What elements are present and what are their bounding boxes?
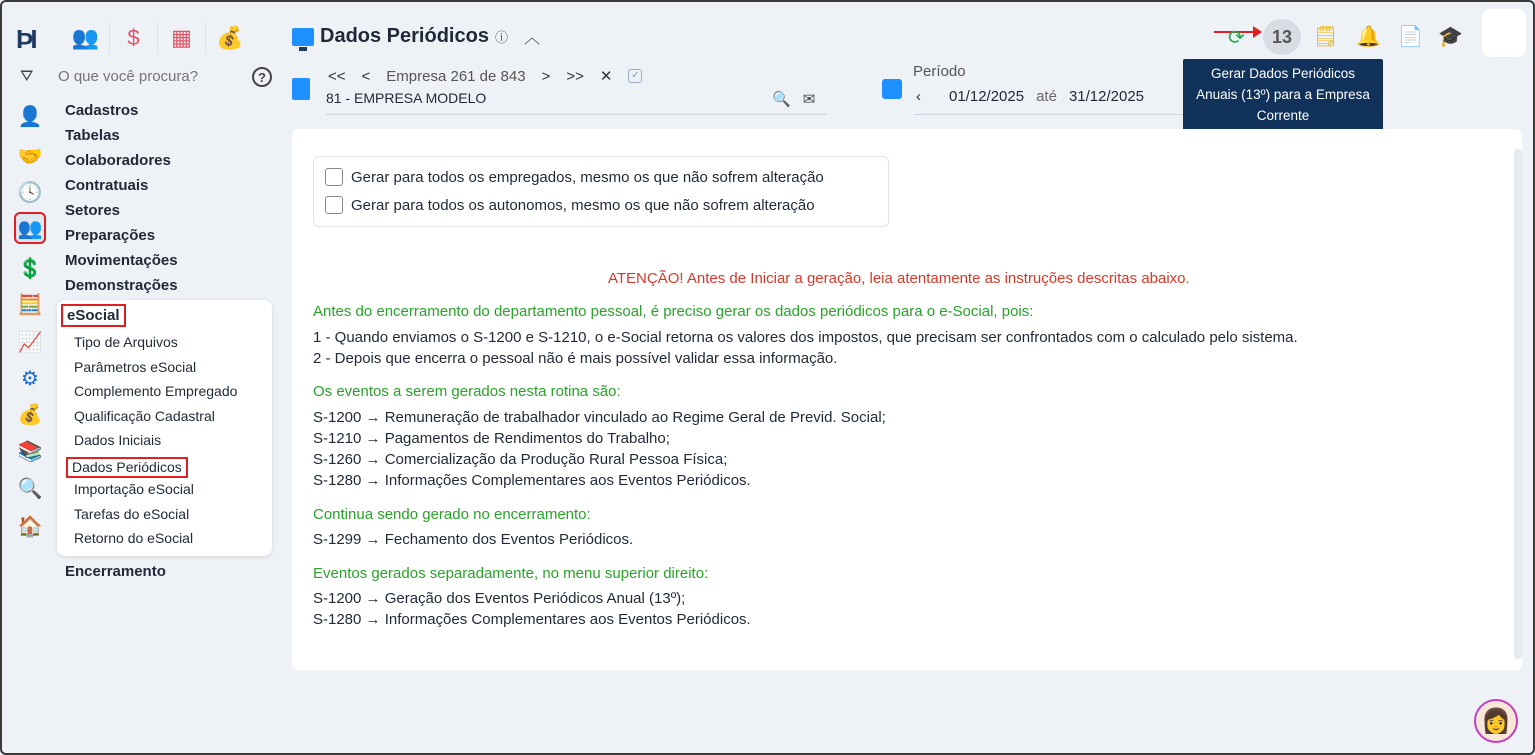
submenu-complemento-empregado[interactable]: Complemento Empregado bbox=[74, 383, 238, 399]
tooltip-line-1: Gerar Dados Periódicos bbox=[1210, 66, 1356, 81]
company-field[interactable]: 81 - EMPRESA MODELO bbox=[326, 90, 487, 106]
section-heading-2: Os eventos a serem gerados nesta rotina são: bbox=[313, 383, 621, 400]
home-icon[interactable]: 🏠 bbox=[17, 515, 43, 538]
money-bag-icon[interactable]: 💰 bbox=[17, 403, 43, 426]
period-label: Período bbox=[913, 63, 966, 80]
bell-icon[interactable]: 🔔 bbox=[1356, 26, 1381, 48]
paragraph-2: 2 - Depois que encerra o pessoal não é mais possível validar essa informação. bbox=[313, 350, 838, 367]
layers-icon[interactable]: 📚 bbox=[17, 440, 43, 463]
menu-item-cadastros[interactable]: Cadastros bbox=[65, 102, 139, 119]
submenu-importacao-esocial[interactable]: Importação eSocial bbox=[74, 481, 194, 497]
calculator-icon[interactable]: 🧮 bbox=[17, 293, 43, 316]
note-icon[interactable]: 🗒 bbox=[1313, 26, 1339, 48]
search-icon[interactable]: 🔍 bbox=[772, 91, 791, 108]
period-start-field[interactable]: 01/12/2025 bbox=[949, 88, 1025, 105]
user-settings-icon[interactable]: 👤 bbox=[17, 105, 43, 128]
submenu-dados-periodicos[interactable] bbox=[74, 457, 237, 482]
option-all-autonomos-label: Gerar para todos os autonomos, mesmo os que não sofrem alteração bbox=[351, 196, 815, 214]
refresh-icon[interactable]: ⟳ bbox=[1228, 27, 1245, 49]
prev-company-button[interactable]: < bbox=[361, 67, 371, 85]
company-navigator bbox=[328, 67, 642, 85]
event-s1280-annual: S-1280 → Informações Complementares aos Eventos Periódicos. bbox=[313, 611, 751, 628]
checkbox-all-employees[interactable] bbox=[325, 168, 343, 186]
document-search-icon[interactable]: 📄 bbox=[1398, 26, 1423, 48]
close-icon[interactable]: ✕ bbox=[599, 68, 613, 85]
event-s1260: S-1260 → Comercialização da Produção Rural Pessoa Física; bbox=[313, 451, 728, 468]
side-menu bbox=[65, 102, 178, 302]
options-panel bbox=[313, 156, 889, 227]
menu-item-colaboradores[interactable]: Colaboradores bbox=[65, 152, 171, 169]
magnifier-icon[interactable]: 🔍 bbox=[17, 477, 43, 500]
dollar-circle-icon[interactable]: 💲 bbox=[17, 257, 43, 280]
section-heading-4: Eventos gerados separadamente, no menu superior direito: bbox=[313, 565, 709, 582]
network-icon[interactable]: ⚙ bbox=[21, 367, 39, 390]
mail-icon[interactable]: ✉ bbox=[802, 91, 816, 108]
left-rail bbox=[0, 0, 58, 755]
content-card bbox=[292, 129, 1522, 670]
submenu-dados-periodicos-label: Dados Periódicos bbox=[66, 457, 188, 478]
menu-item-contratuais[interactable]: Contratuais bbox=[65, 177, 149, 194]
period-end-field[interactable]: 31/12/2025 bbox=[1068, 88, 1145, 105]
menu-item-movimentacoes[interactable]: Movimentações bbox=[65, 252, 178, 269]
table-icon[interactable]: ▦ bbox=[158, 22, 206, 54]
submenu-dados-iniciais[interactable]: Dados Iniciais bbox=[74, 432, 162, 448]
submenu-qualificacao-cadastral[interactable]: Qualificação Cadastral bbox=[74, 407, 215, 424]
event-s1280: S-1280 → Informações Complementares aos Eventos Periódicos. bbox=[313, 472, 751, 489]
event-s1200: S-1200 → Remuneração de trabalhador vinculado ao Regime Geral de Previd. Social; bbox=[313, 409, 886, 426]
page-header bbox=[292, 25, 540, 48]
search-input[interactable] bbox=[58, 68, 243, 85]
submenu-tarefas-esocial[interactable]: Tarefas do eSocial bbox=[74, 505, 190, 522]
menu-item-setores[interactable]: Setores bbox=[65, 202, 121, 219]
tooltip-line-3: Corrente bbox=[1256, 108, 1310, 123]
assistant-avatar[interactable]: 👩 bbox=[1474, 699, 1518, 743]
last-company-button[interactable]: >> bbox=[566, 67, 584, 85]
menu-item-tabelas[interactable]: Tabelas bbox=[65, 127, 120, 144]
filter-icon[interactable]: ⛛ bbox=[20, 68, 34, 85]
people-icon[interactable]: 👥 bbox=[62, 22, 110, 54]
menu-item-esocial[interactable]: eSocial bbox=[61, 304, 126, 327]
tooltip-line-2: Anuais (13º) para a Empresa bbox=[1196, 87, 1370, 102]
esocial-submenu bbox=[57, 300, 272, 556]
user-avatar[interactable] bbox=[1482, 9, 1526, 57]
clock-icon[interactable]: 🕓 bbox=[17, 181, 43, 204]
option-all-employees-label: Gerar para todos os empregados, mesmo os que não sofrem alteração bbox=[351, 168, 824, 186]
menu-item-demonstracoes[interactable]: Demonstrações bbox=[65, 277, 178, 294]
paragraph-1: 1 - Quando enviamos o S-1200 e S-1210, o e-Social retorna os valores dos impostos, que precisam ser confrontados com o calculado pelo sistema. bbox=[313, 329, 1298, 346]
period-separator: até bbox=[1036, 88, 1057, 105]
info-icon[interactable]: ⓘ bbox=[494, 30, 508, 45]
section-heading-1: Antes do encerramento do departamento pessoal, é preciso gerar os dados periódicos para o e-Social, pois: bbox=[313, 303, 1034, 320]
handshake-icon[interactable]: 🤝 bbox=[17, 145, 43, 168]
tooltip bbox=[1183, 59, 1383, 132]
submenu-parametros-esocial[interactable]: Parâmetros eSocial bbox=[74, 358, 197, 375]
check-icon[interactable]: ✓ bbox=[628, 69, 642, 83]
company-counter: Empresa 261 de 843 bbox=[386, 67, 526, 85]
event-s1210: S-1210 → Pagamentos de Rendimentos do Trabalho; bbox=[313, 430, 670, 447]
scrollbar[interactable] bbox=[1514, 149, 1522, 659]
annual-13-button[interactable]: 13 bbox=[1263, 19, 1301, 55]
menu-item-encerramento[interactable]: Encerramento bbox=[65, 563, 166, 580]
event-s1299: S-1299 → Fechamento dos Eventos Periódicos. bbox=[313, 531, 634, 548]
monitor-icon bbox=[292, 28, 314, 46]
menu-item-preparacoes[interactable]: Preparações bbox=[65, 227, 156, 244]
growth-icon[interactable]: 📈 bbox=[17, 331, 43, 354]
prev-period-button[interactable]: ‹ bbox=[916, 88, 921, 105]
event-s1200-annual: S-1200 → Geração dos Eventos Periódicos Anual (13º); bbox=[313, 590, 686, 607]
first-company-button[interactable]: << bbox=[328, 67, 346, 85]
option-all-autonomos[interactable] bbox=[325, 196, 815, 214]
submenu-tipo-arquivos[interactable]: Tipo de Arquivos bbox=[74, 334, 178, 350]
attention-message: ATENÇÃO! Antes de Iniciar a geração, leia atentamente as instruções descritas abaixo. bbox=[608, 270, 1190, 287]
module-switcher bbox=[62, 22, 254, 54]
page-title: Dados Periódicos bbox=[320, 25, 489, 47]
calendar-icon bbox=[882, 79, 902, 99]
dollar-icon[interactable]: $ bbox=[110, 22, 158, 54]
next-company-button[interactable]: > bbox=[541, 67, 551, 85]
period-selector bbox=[916, 88, 1144, 105]
money-bag-icon[interactable]: 💰 bbox=[216, 25, 244, 50]
people-icon[interactable]: 👥 bbox=[14, 212, 46, 244]
graduation-cap-icon[interactable]: 🎓 bbox=[1438, 26, 1463, 48]
checkbox-all-autonomos[interactable] bbox=[325, 196, 343, 214]
option-all-employees[interactable] bbox=[325, 168, 824, 186]
app-logo: ÞI bbox=[16, 24, 35, 54]
building-icon bbox=[292, 78, 310, 100]
chevron-up-icon[interactable]: ︿ bbox=[523, 30, 540, 47]
submenu-retorno-esocial[interactable]: Retorno do eSocial bbox=[74, 530, 194, 546]
help-icon[interactable]: ? bbox=[252, 67, 272, 87]
section-heading-3: Continua sendo gerado no encerramento: bbox=[313, 506, 591, 523]
